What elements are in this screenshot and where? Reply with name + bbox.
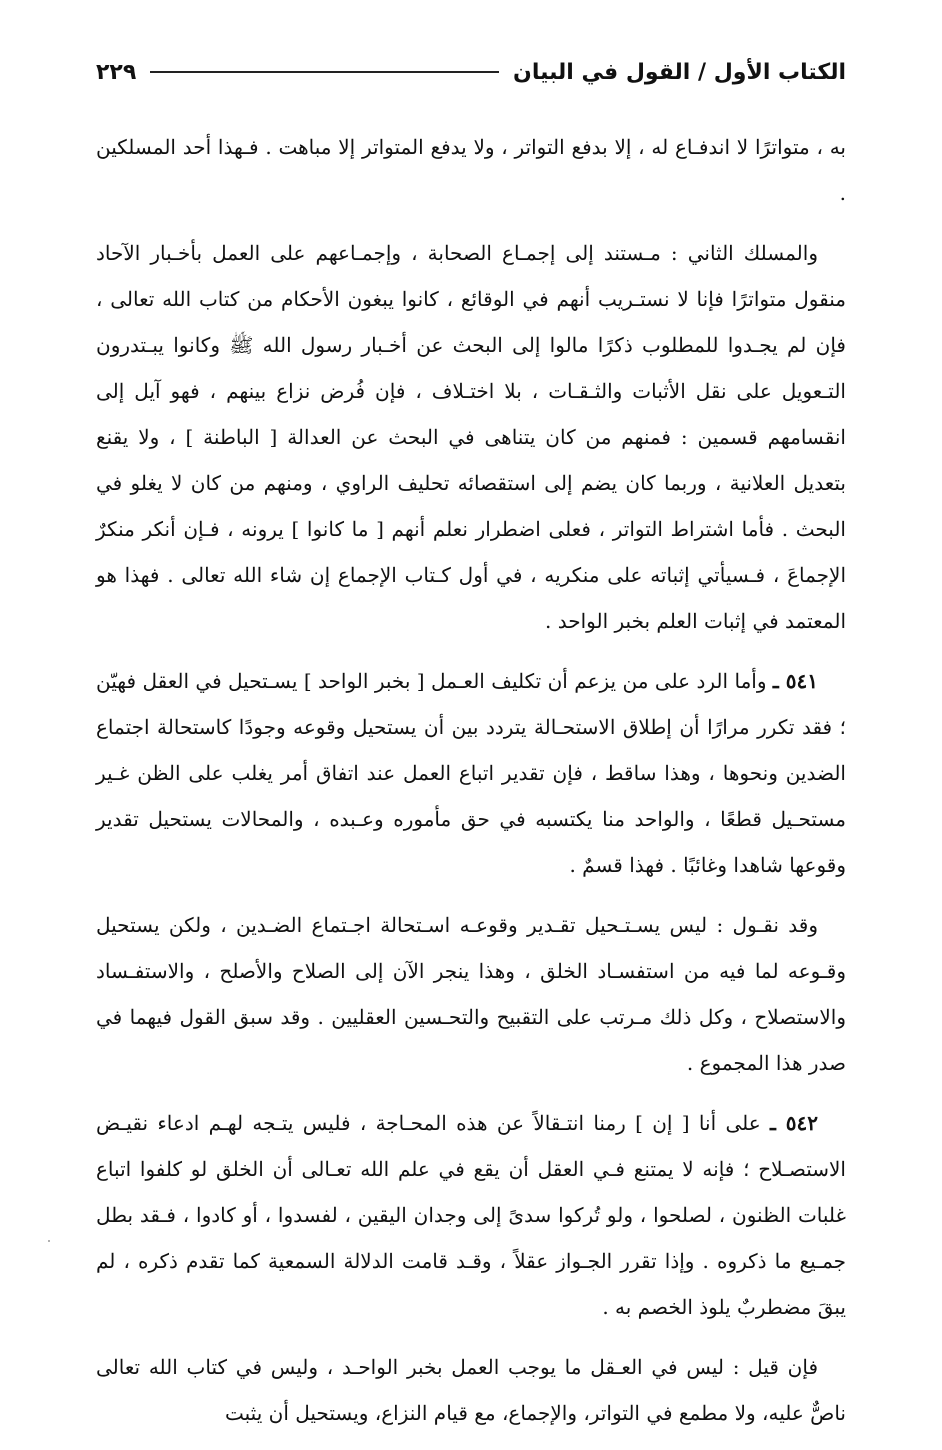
header-rule [150, 71, 499, 73]
paragraph-number: ٥٤٢ ـ [769, 1111, 818, 1135]
paragraph-text: وقد نقـول : ليس يسـتـحيل تقـدير وقوعـه اسـتحالة اجـتماع الضـدين ، ولكن يستحيل وقـوعه لما فيه من استفسـاد الخلق ، وهذا ينجر الآن إلى الصلاح والأصلح ، والاستفـساد والاستصلاح ، وكل ذلك مـرتب على التقبيح والتحـسين العقليين . وقد سبق القول فيهما في صدر هذا المجموع . [96, 913, 846, 1075]
paragraph [96, 658, 846, 888]
paragraph-text: والمسلك الثاني : مـستند إلى إجمـاع الصحابة ، وإجمـاعهم على العمل بأخـبار الآحاد منقول متواترًا فإنا لا نستـريب أنهم في الوقائع ، كانوا يبغون الأحكام من كتاب الله تعالى ، فإن لم يجـدوا للمطلوب ذكرًا مالوا إلى البحث عن أخـبار رسول الله ﷺ وكانوا يبـتدرون التـعويل على نقل الأثبات والثـقـات ، بلا اختـلاف ، فإن فُرض نزاع بينهم ، فهو آيل إلى انقسامهم قسمين : فمنهم من كان يتناهى في البحث عن العدالة [ الباطنة ] ، ولا يقنع بتعديل العلانية ، وربما كان يضم إلى استقصائه تحليف الراوي ، ومنهم من كان لا يغلو في البحث . فأما اشتراط التواتر ، فعلى اضطرار نعلم أنهم [ ما كانوا ] يرونه ، فـإن أنكر منكرٌ الإجماعَ ، فـسيأتي إثباته على منكريه ، في أول كـتاب الإجماع إن شاء الله تعالى . فهذا هو المعتمد في إثبات العلم بخبر الواحد . [96, 241, 846, 633]
scan-speck [48, 1240, 50, 1242]
paragraph [96, 902, 846, 1086]
paragraph-number: ٥٤١ ـ [772, 669, 819, 693]
running-header-title: الكتاب الأول / القول في البيان [513, 59, 846, 85]
paragraph [96, 230, 846, 644]
running-header [96, 52, 846, 92]
body-text [96, 124, 846, 1450]
paragraph-text: به ، متواترًا لا اندفـاع له ، إلا بدفع التواتر ، ولا يدفع المتواتر إلا مباهت . فـهذا أحد المسلكين . [96, 135, 846, 205]
paragraph-text: فإن قيل : ليس في العـقل ما يوجب العمل بخبر الواحـد ، وليس في كتاب الله تعالى ناصٌّ عليه، ولا مطمع في التواتر، والإجماع، مع قيام النزاع، ويستحيل أن يثبت [96, 1355, 846, 1425]
paragraph [96, 1100, 846, 1330]
paragraph [96, 1344, 846, 1436]
paragraph-text: وأما الرد على من يزعم أن تكليف العـمل [ بخبر الواحد ] يسـتحيل في العقل فهيّن ؛ فقد تكرر مرارًا أن إطلاق الاستحـالة يتردد بين أن يستحيل وقوعه وجودًا كاستحالة اجتماع الضدين ونحوها ، وهذا ساقط ، فإن تقدير اتباع العمل عند اتفاق أمر يغلب على الظن غـير مستحـيل قطعًا ، والواحد منا يكتسبه في حق مأموره وعـبده ، والمحالات يستحيل تقدير وقوعها شاهدا وغائبًا . فهذا قسمٌ . [96, 669, 846, 877]
paragraph [96, 124, 846, 216]
page-number: ٢٢٩ [96, 59, 137, 85]
paragraph-text: على أنا [ إن ] رمنا انتـقالاً عن هذه المحـاجة ، فليس يتـجه لهـم ادعاء نقيـض الاستصـلاح ؛ فإنه لا يمتنع فـي العقل أن يقع في علم الله تعـالى أن الخلق لو كلفوا اتباع غلبات الظنون ، لصلحوا ، ولو تُركوا سدىً إلى وجدان اليقين ، لفسدوا ، أو كادوا ، فـقد بطل جمـيع ما ذكروه . وإذا تقرر الجـواز عقلاً ، وقـد قامت الدلالة السمعية كما تقدم ذكره ، لم يبقَ مضطربٌ يلوذ الخصم به . [96, 1111, 846, 1319]
